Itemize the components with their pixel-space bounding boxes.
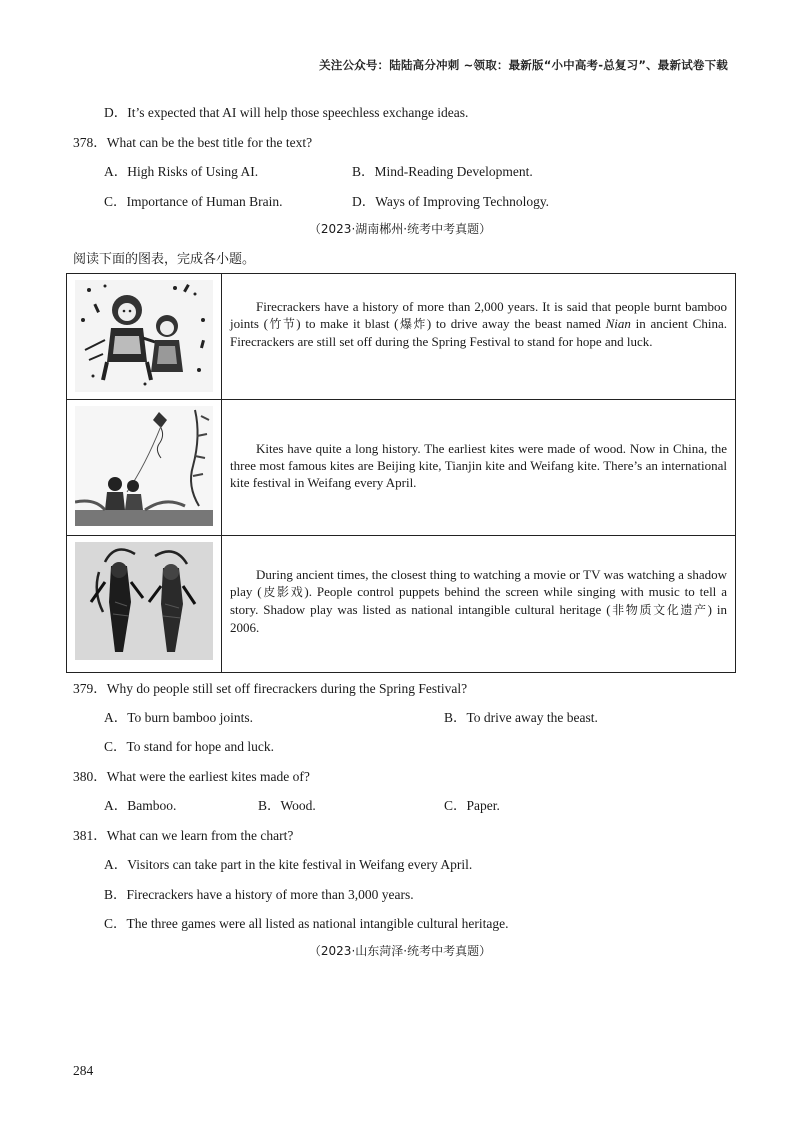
question-379-option-a: A．To burn bamboo joints. <box>104 710 254 725</box>
shadow-play-text-1: During ancient times, the closest thing to watching a movie or TV was watching a shadow play ( <box>230 567 727 599</box>
question-380-option-c: C．Paper. <box>444 798 500 813</box>
chart-picture-cell <box>67 400 222 536</box>
firecracker-nian: Nian <box>605 316 631 331</box>
chart-text-firecrackers <box>222 274 736 400</box>
page-header: 关注公众号：陆陆高分冲刺 ~领取：最新版“小中高考-总复习”、最新试卷下载 <box>319 58 728 72</box>
kite-drawing-icon <box>75 406 213 526</box>
question-378-option-a: A．High Risks of Using AI. <box>104 164 259 179</box>
chart-text-kites <box>222 400 736 536</box>
firecrackers-drawing-icon <box>75 280 213 392</box>
shadow-play-drawing-icon <box>75 542 213 660</box>
firecracker-text-4: in ancient China. Firecrackers are still set off during the Spring Festival to stand for hope and luck. <box>230 316 727 349</box>
question-381-option-b: B．Firecrackers have a history of more than 3,000 years. <box>104 887 414 902</box>
firecracker-cn-1: 竹节 <box>267 317 297 331</box>
firecracker-cn-2: 爆炸 <box>398 317 427 331</box>
firecracker-text-1: Firecrackers have a history of more than 2,000 years. It is said that people burnt bamboo joints ( <box>230 299 727 331</box>
reading-instruction: 阅读下面的图表，完成各小题。 <box>73 252 256 267</box>
firecracker-text-2: ) to make it blast ( <box>296 316 399 331</box>
question-380-option-b: B．Wood. <box>258 798 316 813</box>
chart-row-firecrackers <box>67 274 736 400</box>
kite-text: Kites have quite a long history. The earliest kites were made of wood. Now in China, the three most famous kites are Beijing kite, Tianjin kite and Weifang kite. There’s an international kite festival in Weifang every April. <box>230 441 727 490</box>
question-378-option-b: B．Mind-Reading Development. <box>352 164 533 179</box>
shadow-play-cn-1: 皮影戏 <box>261 585 305 599</box>
chart-picture-cell <box>67 274 222 400</box>
chart-row-kites <box>67 400 736 536</box>
source-citation-1: （2023·湖南郴州·统考中考真题） <box>308 222 492 236</box>
chart-picture-cell <box>67 536 222 673</box>
shadow-play-text-3: ) in 2006. <box>230 602 727 635</box>
question-381-option-c: C．The three games were all listed as national intangible cultural heritage. <box>104 916 509 931</box>
question-379-stem: 379．Why do people still set off firecrackers during the Spring Festival? <box>73 681 468 696</box>
question-381-option-a: A．Visitors can take part in the kite festival in Weifang every April. <box>104 857 473 872</box>
question-379-option-c: C．To stand for hope and luck. <box>104 739 275 754</box>
question-379-option-b: B．To drive away the beast. <box>444 710 598 725</box>
question-380-stem: 380．What were the earliest kites made of? <box>73 769 310 784</box>
source-citation-2: （2023·山东菏泽·统考中考真题） <box>308 944 492 958</box>
chart-row-shadow-play <box>67 536 736 673</box>
question-381-stem: 381．What can we learn from the chart? <box>73 828 294 843</box>
question-378-stem: 378．What can be the best title for the text? <box>73 135 313 150</box>
question-380-option-a: A．Bamboo. <box>104 798 177 813</box>
question-378-option-c: C．Importance of Human Brain. <box>104 194 283 209</box>
shadow-play-cn-2: 非物质文化遗产 <box>610 603 708 617</box>
shadow-play-text-2: ). People control puppets behind the screen while singing with music to tell a story. Shadow play was listed as national intangible cultural heritage ( <box>230 584 727 617</box>
question-378-option-d: D．Ways of Improving Technology. <box>352 194 550 209</box>
option-d-prev: D．It’s expected that AI will help those speechless exchange ideas. <box>104 105 469 120</box>
info-chart <box>66 273 736 673</box>
chart-text-shadow-play <box>222 536 736 673</box>
page-number: 284 <box>73 1063 94 1078</box>
firecracker-text-3: ) to drive away the beast named <box>426 316 606 331</box>
